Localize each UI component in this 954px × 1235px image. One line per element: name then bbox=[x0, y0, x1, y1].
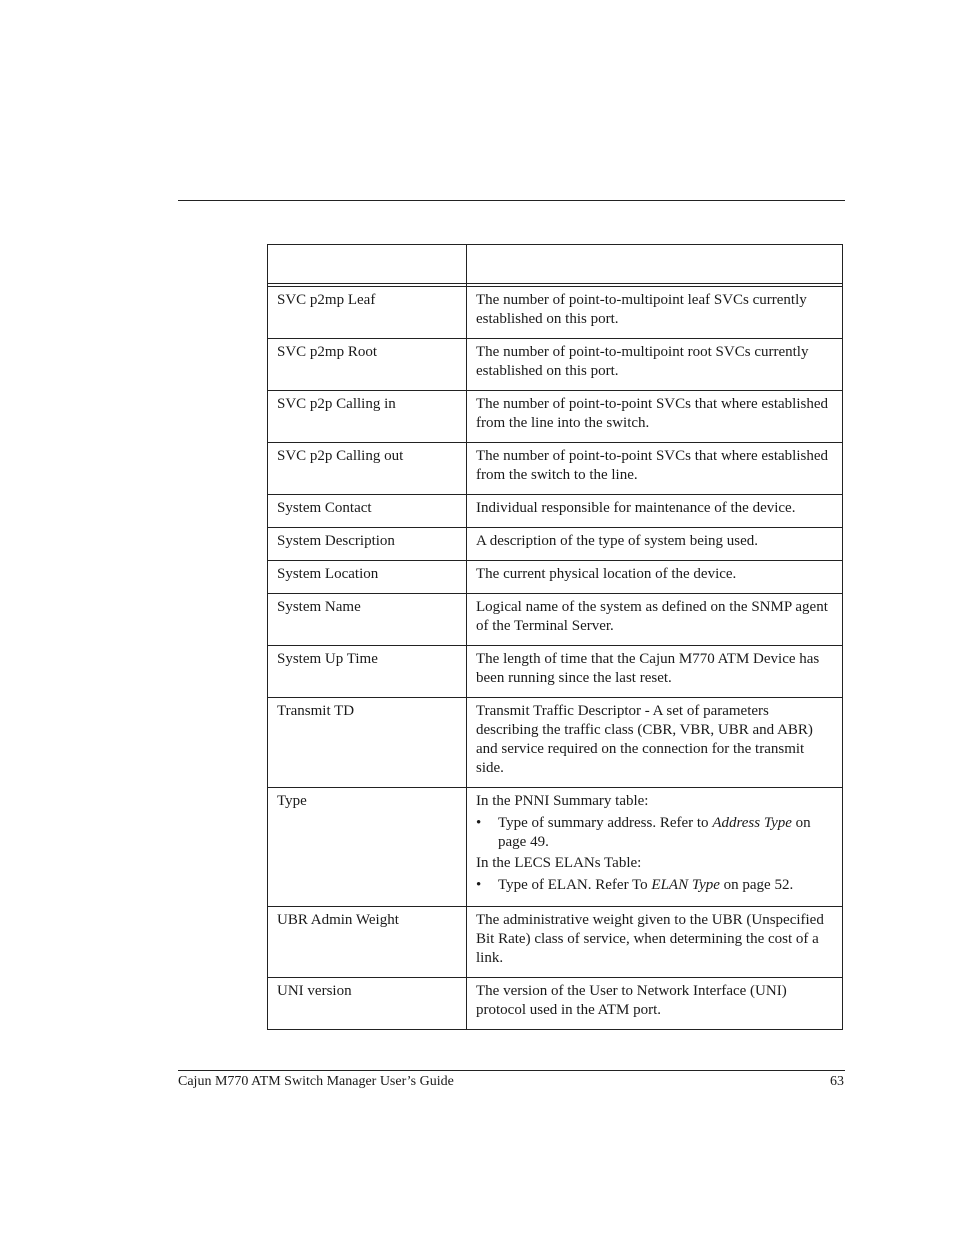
table-header-row bbox=[268, 245, 843, 284]
term-cell: UBR Admin Weight bbox=[268, 907, 467, 978]
description-cell bbox=[467, 788, 843, 907]
description-cell: A description of the type of system being used. bbox=[467, 528, 843, 561]
table-row bbox=[268, 287, 843, 339]
description-cell: The number of point-to-point SVCs that where established from the line into the switch. bbox=[467, 391, 843, 443]
term-cell: System Location bbox=[268, 561, 467, 594]
term-cell: UNI version bbox=[268, 978, 467, 1030]
glossary-table bbox=[267, 244, 843, 1030]
term-cell: SVC p2mp Leaf bbox=[268, 287, 467, 339]
description-cell: The number of point-to-multipoint leaf SVCs currently established on this port. bbox=[467, 287, 843, 339]
bullet-icon: • bbox=[476, 815, 482, 831]
description-cell: The administrative weight given to the UBR (Unspecified Bit Rate) class of service, when determining the cost of a link. bbox=[467, 907, 843, 978]
table-row bbox=[268, 561, 843, 594]
table-row bbox=[268, 978, 843, 1030]
table-row bbox=[268, 528, 843, 561]
description-cell: The number of point-to-multipoint root SVCs currently established on this port. bbox=[467, 339, 843, 391]
type-lecs-list bbox=[476, 876, 834, 895]
term-cell: System Contact bbox=[268, 495, 467, 528]
term-cell: System Description bbox=[268, 528, 467, 561]
term-cell: Type bbox=[268, 788, 467, 907]
type-pnni-list bbox=[476, 814, 834, 852]
table-row bbox=[268, 339, 843, 391]
term-cell: Transmit TD bbox=[268, 698, 467, 788]
term-cell: System Up Time bbox=[268, 646, 467, 698]
description-cell: The current physical location of the device. bbox=[467, 561, 843, 594]
term-cell: System Name bbox=[268, 594, 467, 646]
description-cell: Individual responsible for maintenance of the device. bbox=[467, 495, 843, 528]
bullet-icon: • bbox=[476, 877, 482, 893]
list-item: • Type of ELAN. Refer To ELAN Type on page 52. bbox=[476, 877, 794, 893]
table-row bbox=[268, 907, 843, 978]
description-cell: Transmit Traffic Descriptor - A set of parameters describing the traffic class (CBR, VBR, UBR and ABR) and service required on the connection for the transmit side. bbox=[467, 698, 843, 788]
table-row bbox=[268, 594, 843, 646]
description-cell: The version of the User to Network Interface (UNI) protocol used in the ATM port. bbox=[467, 978, 843, 1030]
table-row bbox=[268, 646, 843, 698]
table-row bbox=[268, 391, 843, 443]
type-intro-lecs: In the LECS ELANs Table: bbox=[476, 855, 642, 871]
term-cell: SVC p2mp Root bbox=[268, 339, 467, 391]
header-rule bbox=[178, 200, 845, 201]
table-row bbox=[268, 788, 843, 907]
footer-title: Cajun M770 ATM Switch Manager User’s Guide bbox=[178, 1074, 454, 1089]
footer-rule bbox=[178, 1070, 845, 1071]
page-number: 63 bbox=[830, 1074, 844, 1089]
description-cell: Logical name of the system as defined on the SNMP agent of the Terminal Server. bbox=[467, 594, 843, 646]
header-cell-description bbox=[467, 245, 843, 284]
table-row bbox=[268, 698, 843, 788]
description-cell: The number of point-to-point SVCs that where established from the switch to the line. bbox=[467, 443, 843, 495]
header-cell-term bbox=[268, 245, 467, 284]
description-cell: The length of time that the Cajun M770 ATM Device has been running since the last reset. bbox=[467, 646, 843, 698]
table-row bbox=[268, 443, 843, 495]
term-cell: SVC p2p Calling in bbox=[268, 391, 467, 443]
type-intro-pnni: In the PNNI Summary table: bbox=[476, 793, 649, 809]
term-cell: SVC p2p Calling out bbox=[268, 443, 467, 495]
cross-reference-link[interactable]: Address Type bbox=[712, 815, 792, 831]
list-item: • Type of summary address. Refer to Address Type on page 49. bbox=[476, 815, 811, 850]
cross-reference-link[interactable]: ELAN Type bbox=[651, 877, 720, 893]
table-row bbox=[268, 495, 843, 528]
